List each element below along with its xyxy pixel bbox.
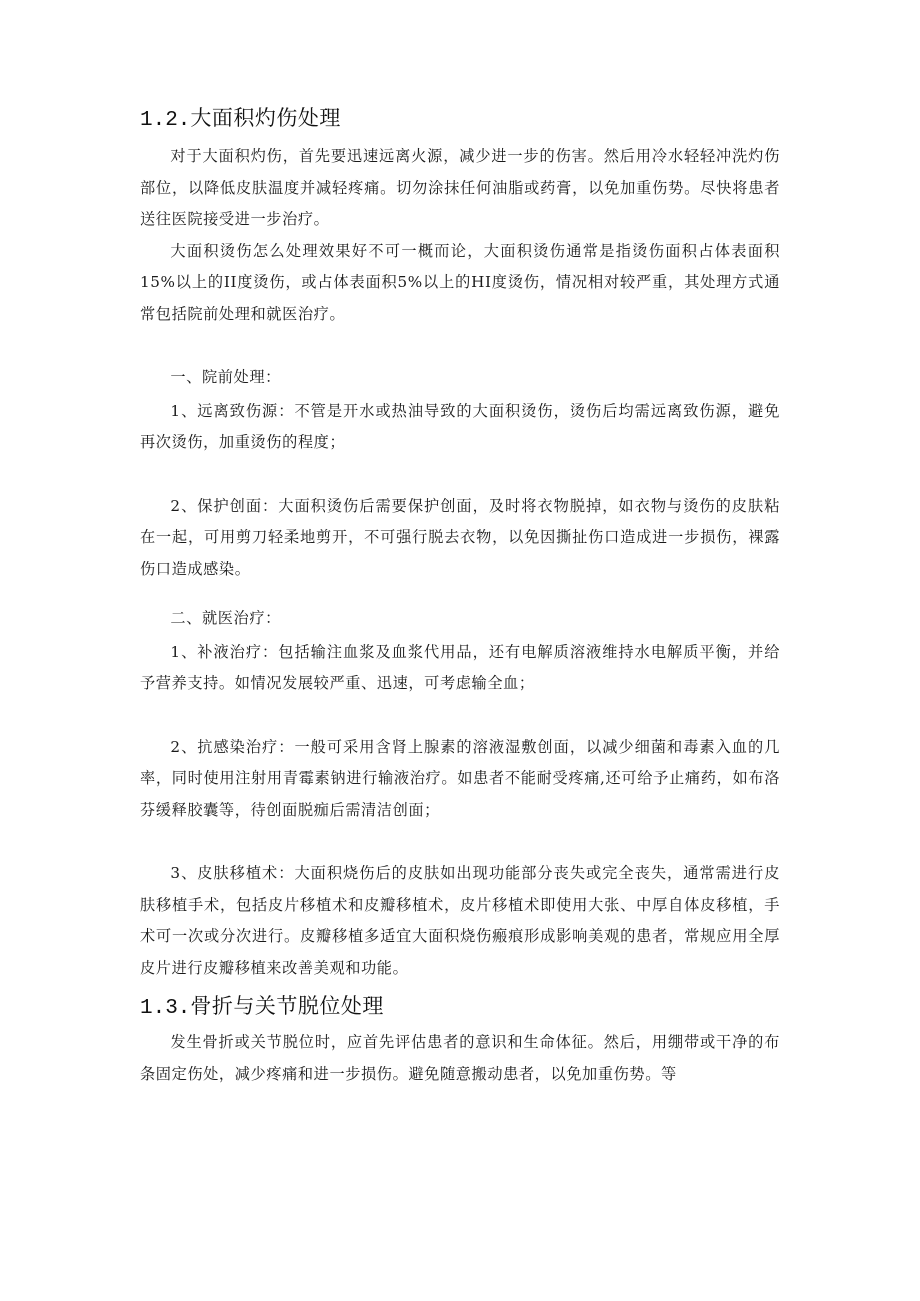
section-heading-burns [140, 100, 780, 139]
spacer [140, 585, 780, 603]
section-title: 骨折与关节脱位处理 [190, 994, 384, 1018]
paragraph: 发生骨折或关节脱位时，应首先评估患者的意识和生命体征。然后，用绷带或干净的布条固定伤处，减少疼痛和进一步损伤。避免随意搬动患者，以免加重伤势。等 [140, 1033, 780, 1083]
list-item: 1、远离致伤源：不管是开水或热油导致的大面积烫伤，烫伤后均需远离致伤源，避免再次烫伤，加重烫伤的程度； [140, 401, 780, 451]
list-item: 1、补液治疗：包括输注血浆及血浆代用品，还有电解质溶液维持水电解质平衡，并给予营养支持。如情况发展较严重、迅速，可考虑输全血； [140, 642, 780, 692]
spacer [140, 459, 780, 491]
list-item: 2、抗感染治疗：一般可采用含肾上腺素的溶液湿敷创面，以减少细菌和毒素入血的几率，同时使用注射用青霉素钠进行输液治疗。如患者不能耐受疼痛,还可给予止痛药，如布洛芬缓释胶囊等，待创面脱痂后需清洁创面； [140, 737, 780, 819]
document-page [140, 100, 780, 1090]
subheading-pre-hospital: 一、院前处理： [170, 368, 281, 386]
section-number: 1.3. [140, 997, 191, 1020]
list-item: 3、皮肤移植术：大面积烧伤后的皮肤如出现功能部分丧失或完全丧失，通常需进行皮肤移植手术，包括皮片移植术和皮瓣移植术，皮片移植术即使用大张、中厚自体皮移植，手术可一次或分次进行。皮瓣移植多适宜大面积烧伤瘢痕形成影响美观的患者，常规应用全厚皮片进行皮瓣移植来改善美观和功能。 [140, 864, 780, 977]
subheading-treatment: 二、就医治疗： [170, 609, 281, 627]
section-heading-fractures [140, 988, 780, 1027]
paragraph: 对于大面积灼伤，首先要迅速远离火源，减少进一步的伤害。然后用冷水轻轻冲洗灼伤部位，以降低皮肤温度并减轻疼痛。切勿涂抹任何油脂或药膏，以免加重伤势。尽快将患者送往医院接受进一步治疗。 [140, 147, 780, 228]
section-number: 1.2. [140, 109, 191, 132]
spacer [140, 826, 780, 858]
section-title: 大面积灼伤处理 [190, 106, 341, 130]
list-item: 2、保护创面：大面积烫伤后需要保护创面，及时将衣物脱掉，如衣物与烫伤的皮肤粘在一起，可用剪刀轻柔地剪开，不可强行脱去衣物，以免因撕扯伤口造成进一步损伤，裸露伤口造成感染。 [140, 496, 780, 578]
spacer [140, 330, 780, 362]
paragraph: 大面积烫伤怎么处理效果好不可一概而论，大面积烫伤通常是指烫伤面积占体表面积15%以上的II度烫伤，或占体表面积5%以上的HI度烫伤，情况相对较严重，其处理方式通常包括院前处理和就医治疗。 [140, 241, 780, 323]
spacer [140, 700, 780, 732]
